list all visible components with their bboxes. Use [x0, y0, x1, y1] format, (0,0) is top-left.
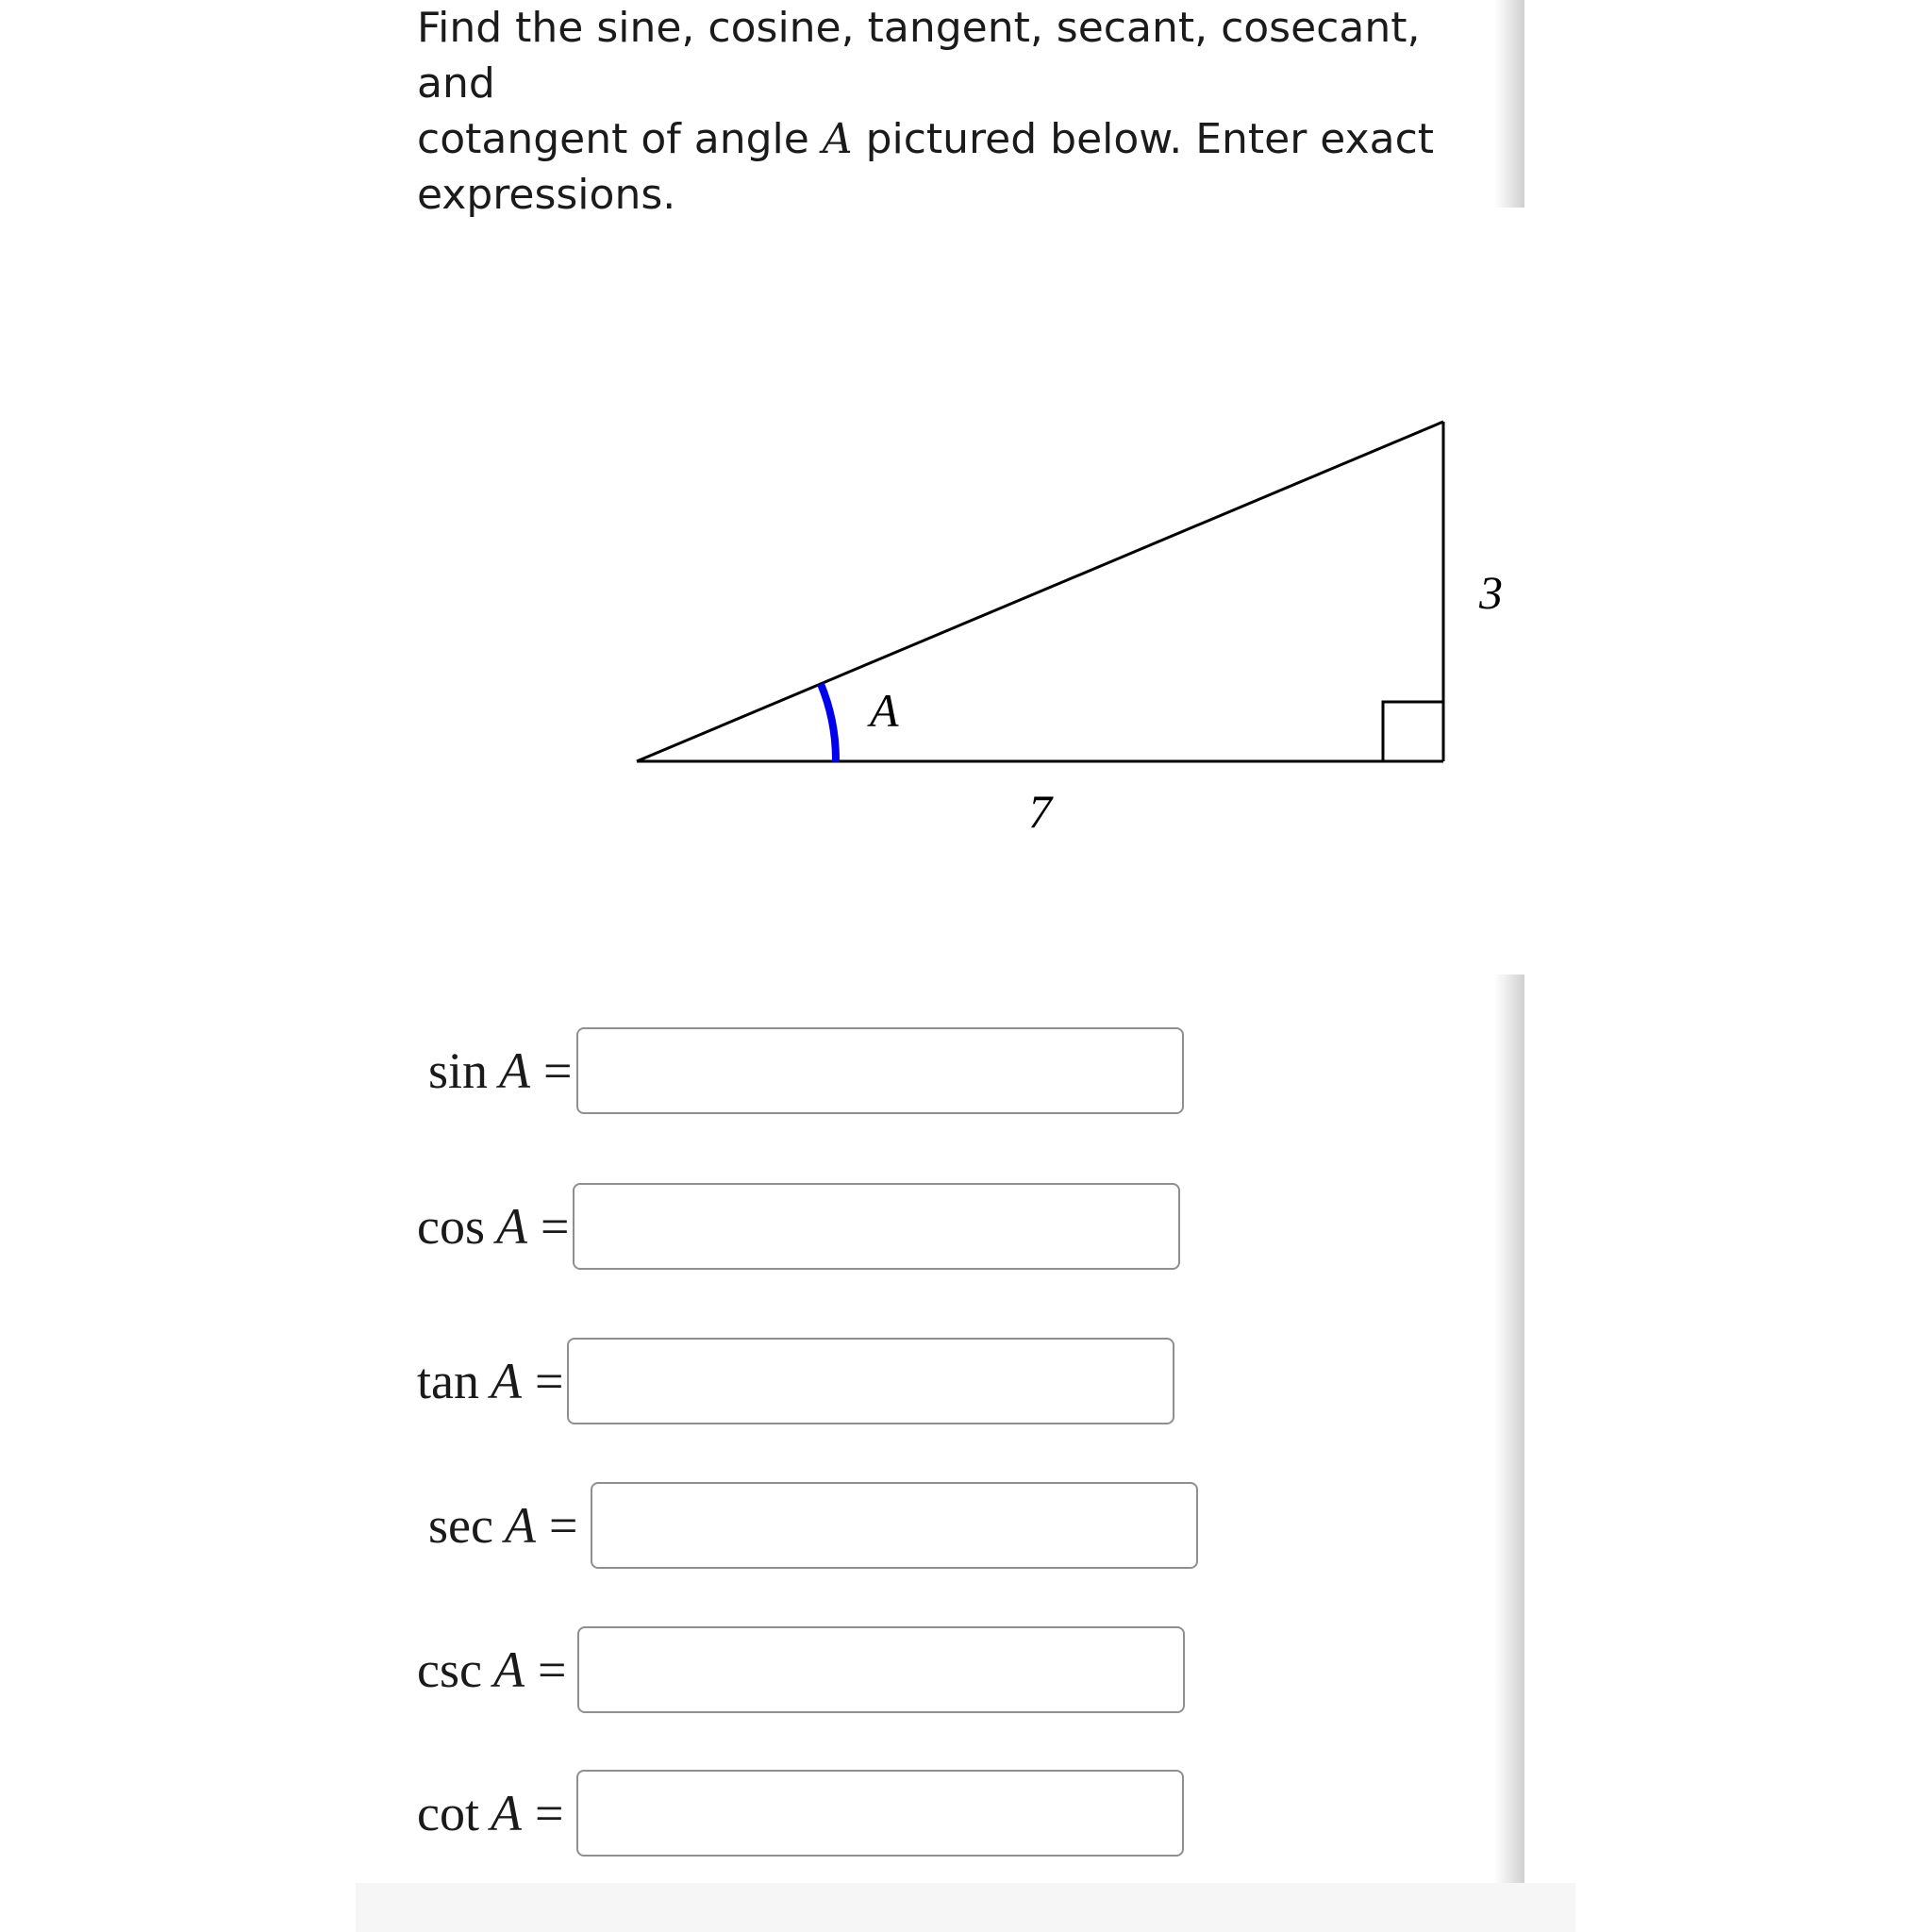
- sec-label: [417, 1496, 591, 1555]
- sec-input[interactable]: [591, 1482, 1198, 1569]
- angle-a-arc: [821, 684, 836, 761]
- sec-eq: =: [548, 1497, 578, 1554]
- question-line-2-pre: cotangent of angle: [417, 115, 823, 163]
- sec-row: [417, 1478, 1198, 1573]
- tan-eq: =: [534, 1353, 564, 1409]
- cos-label: [417, 1197, 573, 1256]
- cot-row: [417, 1766, 1184, 1860]
- opposite-length-label: 3: [1479, 566, 1503, 619]
- question-angle-var: A: [822, 115, 853, 163]
- csc-var: A: [492, 1641, 525, 1698]
- sin-var: A: [499, 1042, 531, 1099]
- question-line-3: expressions.: [417, 171, 676, 219]
- angle-a-label: A: [870, 684, 899, 737]
- tan-row: [417, 1334, 1174, 1428]
- cos-input[interactable]: [573, 1183, 1180, 1270]
- tan-label: [417, 1352, 567, 1410]
- cot-eq: =: [534, 1785, 564, 1841]
- cos-var: A: [495, 1198, 527, 1255]
- tan-var: A: [490, 1353, 522, 1409]
- cot-input[interactable]: [576, 1770, 1184, 1857]
- sec-fn: sec: [428, 1497, 493, 1554]
- csc-eq: =: [537, 1641, 567, 1698]
- tan-fn: tan: [417, 1353, 479, 1409]
- csc-input[interactable]: [577, 1626, 1185, 1713]
- cot-fn: cot: [417, 1785, 479, 1841]
- csc-fn: csc: [417, 1641, 482, 1698]
- question-line-2-post: pictured below. Enter exact: [852, 115, 1435, 163]
- sin-label: [417, 1041, 576, 1100]
- csc-row: [417, 1623, 1185, 1717]
- adjacent-length-label: 7: [1028, 785, 1052, 838]
- cos-eq: =: [540, 1198, 570, 1255]
- sin-fn: sin: [428, 1042, 489, 1099]
- cot-var: A: [490, 1785, 522, 1841]
- question-line-1: Find the sine, cosine, tangent, secant, cosecant, and: [417, 4, 1421, 108]
- cot-label: [417, 1784, 576, 1842]
- csc-label: [417, 1641, 577, 1699]
- triangle-hypotenuse: [637, 422, 1443, 761]
- sin-eq: =: [543, 1042, 573, 1099]
- cos-fn: cos: [417, 1198, 485, 1255]
- footer-bar: [356, 1883, 1575, 1932]
- sin-input[interactable]: [576, 1027, 1184, 1114]
- cos-row: [417, 1179, 1180, 1274]
- right-angle-marker: [1383, 702, 1443, 761]
- sec-var: A: [504, 1497, 536, 1554]
- sin-row: [417, 1024, 1184, 1118]
- tan-input[interactable]: [567, 1338, 1174, 1424]
